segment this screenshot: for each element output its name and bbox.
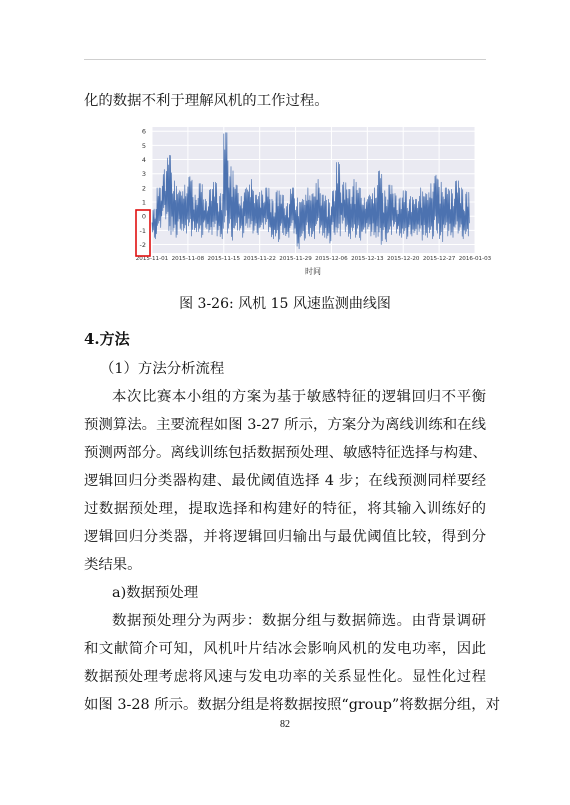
x-tick-label: 2015-12-20 (386, 256, 420, 262)
section-heading: 4.方法 (84, 330, 130, 348)
x-tick-label: 2015-12-13 (351, 256, 384, 262)
header-rule (84, 59, 486, 60)
wind-speed-chart (130, 125, 492, 277)
x-tick-label: 2015-11-15 (207, 256, 241, 262)
paragraph1-line-2: 预测算法。主要流程如图 3-27 所示，方案分为离线训练和在线 (84, 417, 486, 433)
paragraph1-line-7: 类结果。 (84, 557, 142, 573)
y-tick-label: -2 (139, 241, 146, 250)
x-tick-label: 2015-12-27 (422, 256, 456, 262)
paragraph2-line-2: 和文献简介可知，风机叶片结冰会影响风机的发电功率，因此 (84, 641, 486, 657)
y-tick-label: -1 (139, 226, 146, 235)
x-tick-label: 2016-01-03 (458, 256, 492, 262)
page-number: 82 (280, 719, 290, 730)
x-tick-label: 2015-11-22 (243, 256, 276, 262)
paragraph1-line-1: 本次比赛本小组的方案为基于敏感特征的逻辑回归不平衡 (112, 389, 486, 405)
y-tick-label: 5 (141, 141, 146, 150)
x-tick-label: 2015-11-29 (279, 256, 312, 262)
paragraph1-line-4: 逻辑回归分类器构建、最优阈值选择 4 步；在线预测同样要经 (84, 473, 486, 489)
intro-line: 化的数据不利于理解风机的工作过程。 (84, 93, 329, 109)
x-tick-label: 2015-11-01 (135, 256, 169, 262)
paragraph1-line-3: 预测两部分。离线训练包括数据预处理、敏感特征选择与构建、 (84, 445, 487, 461)
subheading: （1）方法分析流程 (100, 361, 225, 377)
x-tick-label: 2015-11-08 (171, 256, 205, 262)
x-tick-label: 2015-12-06 (315, 256, 348, 262)
figure-caption: 图 3-26: 风机 15 风速监测曲线图 (179, 296, 391, 312)
paragraph2-line-1: 数据预处理分为两步：数据分组与数据筛选。由背景调研 (112, 613, 486, 629)
y-tick-label: 4 (141, 156, 146, 165)
y-tick-label: 1 (141, 198, 146, 207)
paragraph2-line-4: 如图 3-28 所示。数据分组是将数据按照“group”将数据分组，对 (84, 697, 501, 713)
subsection-a: a)数据预处理 (112, 585, 199, 601)
y-tick-labels (140, 128, 146, 249)
paragraph2-line-3: 数据预处理考虑将风速与发电功率的关系显性化。显性化过程 (84, 669, 486, 685)
x-tick-labels (136, 256, 492, 262)
x-axis-label: 时间 (305, 267, 321, 276)
paragraph1-line-5: 过数据预处理，提取选择和构建好的特征，将其输入训练好的 (84, 501, 486, 517)
y-tick-label: 0 (141, 212, 146, 221)
paragraph1-line-6: 逻辑回归分类器，并将逻辑回归输出与最优阈值比较，得到分 (84, 529, 486, 545)
y-tick-label: 2 (141, 184, 146, 193)
y-tick-label: 3 (141, 170, 146, 179)
y-tick-label: 6 (141, 127, 146, 136)
